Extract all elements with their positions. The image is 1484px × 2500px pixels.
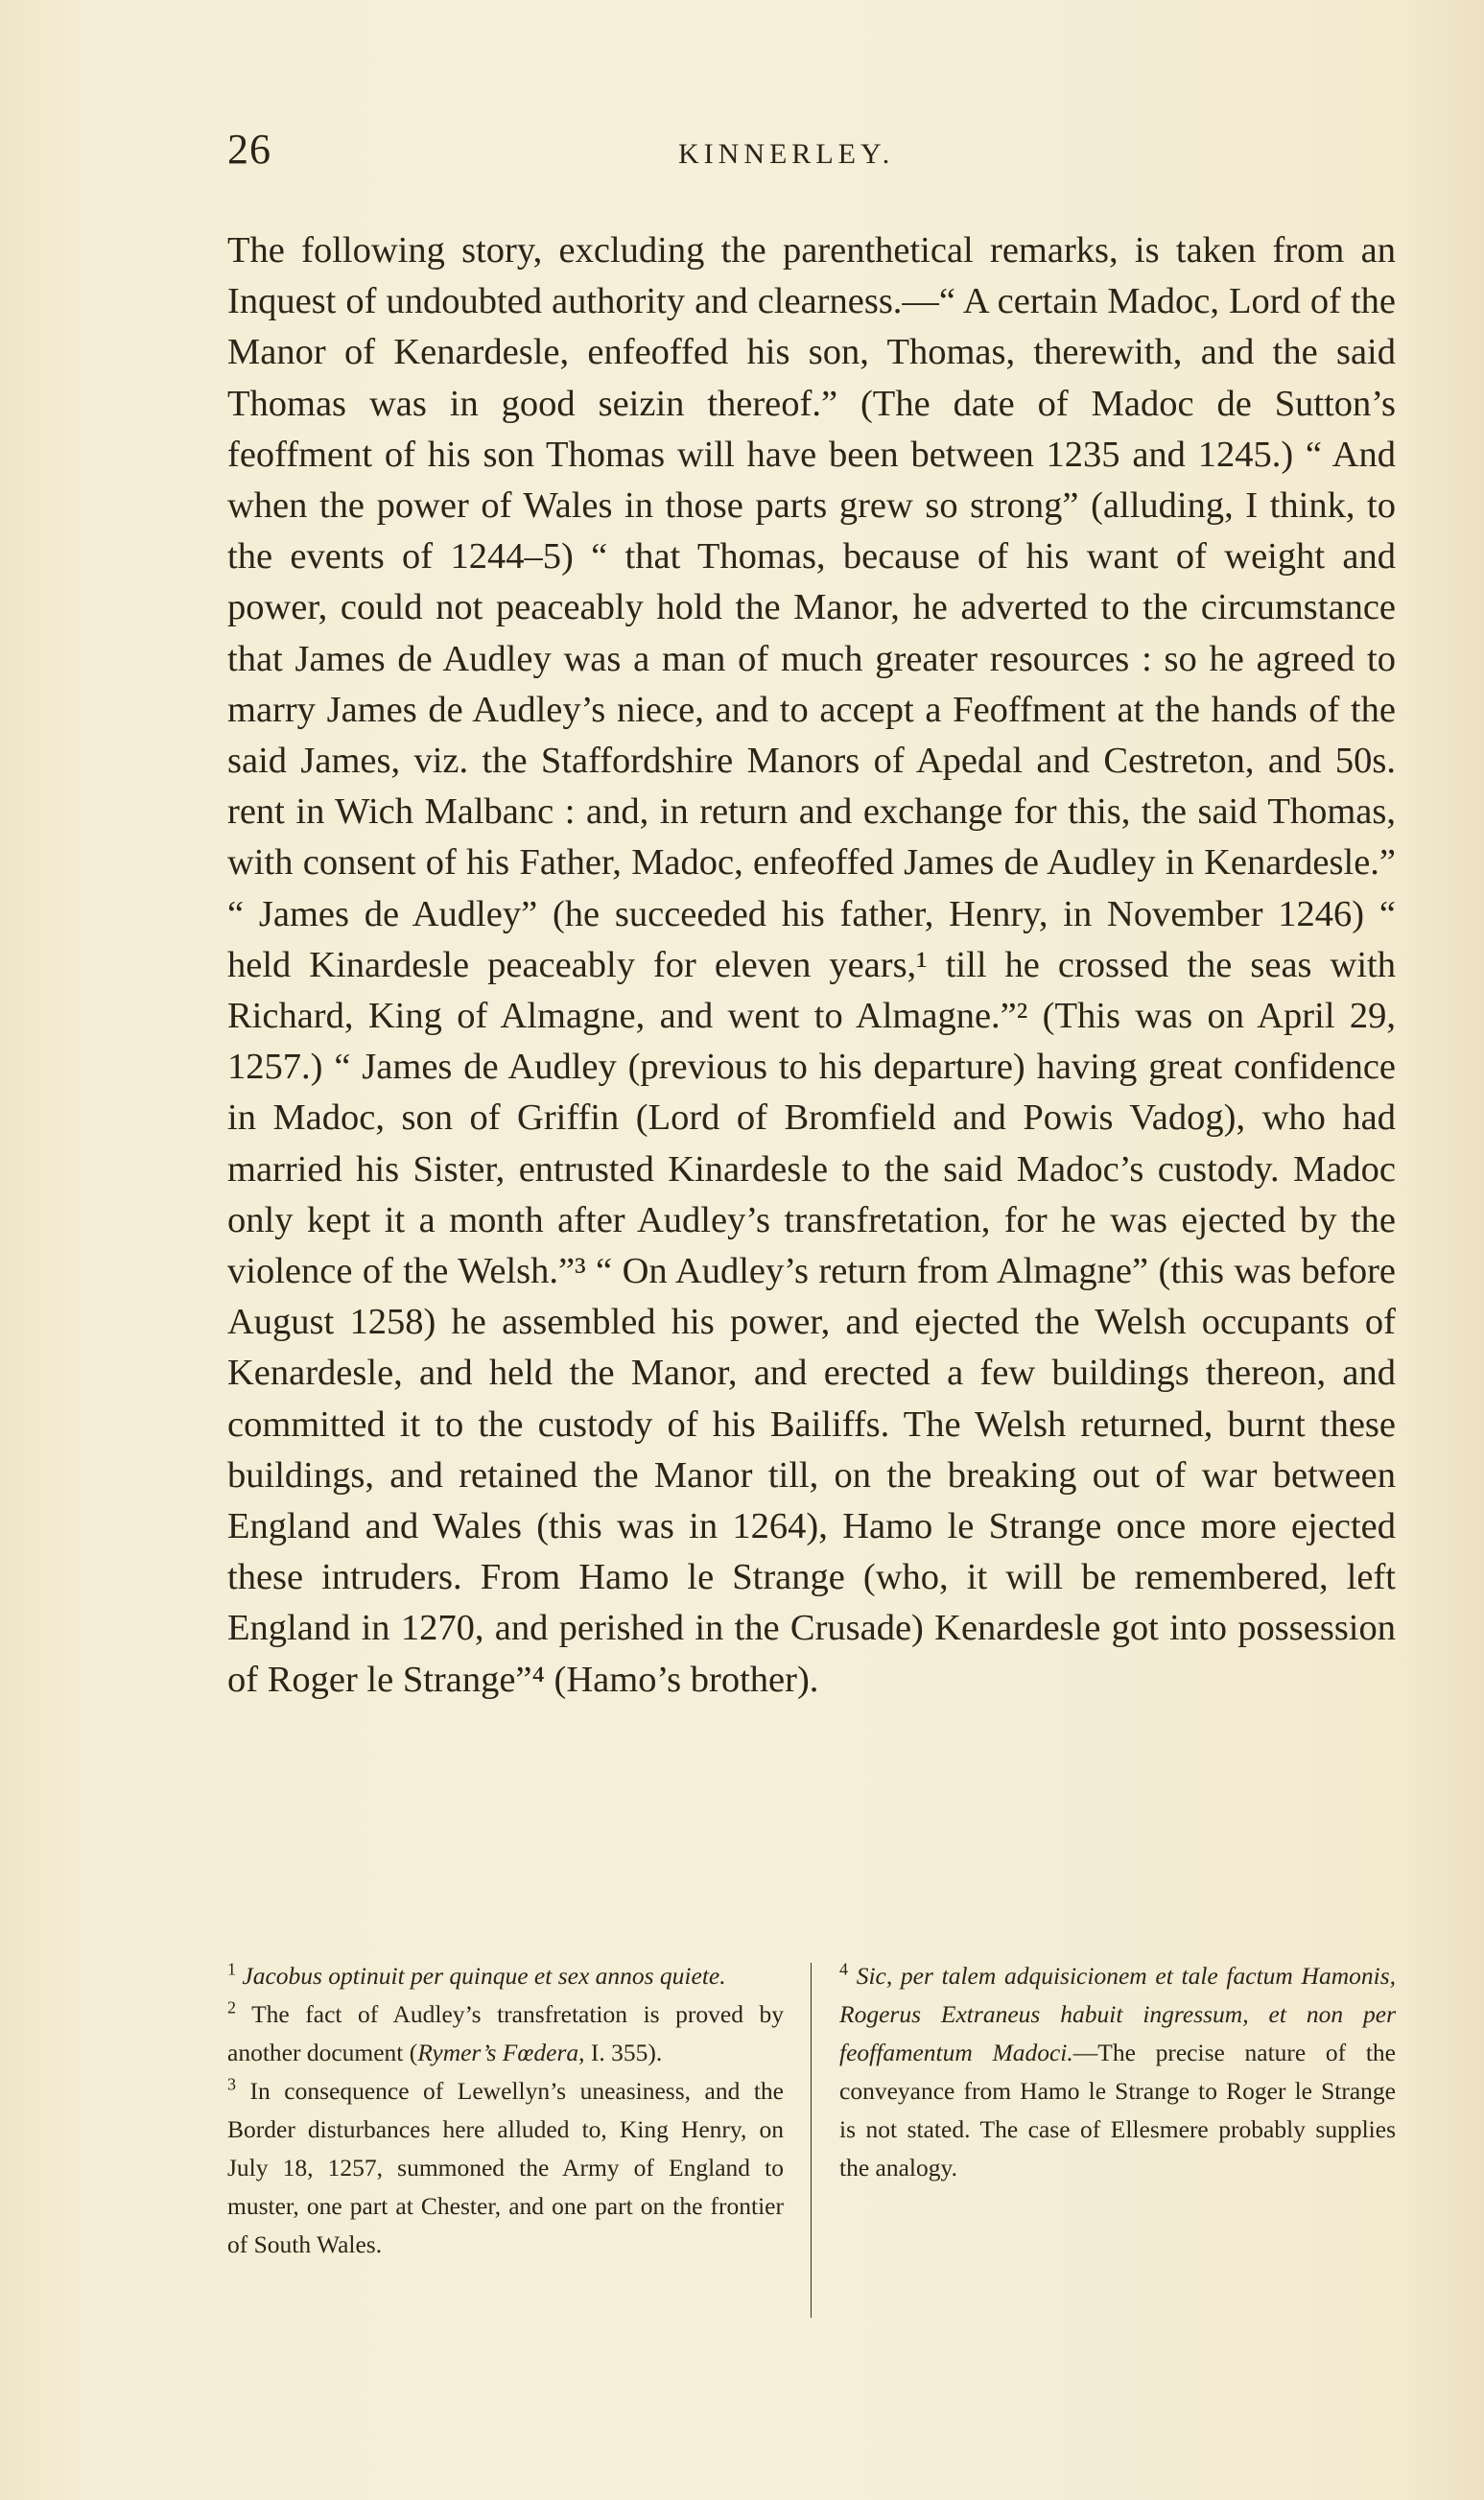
main-paragraph: The following story, excluding the parenthetical remarks, is taken from an Inquest of undoubted authority and clearness.—“ A certain Madoc, Lord of the Manor of Kenardesle, enfeoffed his son, Thomas, therewith, and the said Thomas was in good seizin thereof.” (The date of Madoc de Sutton’s feoffment of his son Thomas will have been between 1235 and 1245.) “ And when the power of Wales in those parts grew so strong” (alluding, I think, to the events of 1244–5) “ that Thomas, because of his want of weight and power, could not peaceably hold the Manor, he adverted to the circumstance that James de Audley was a man of much greater resources : so he agreed to marry James de Audley’s niece, and to accept a Feoffment at the hands of the said James, viz. the Staffordshire Manors of Apedal and Cestreton, and 50s. rent in Wich Malbanc : and, in return and exchange for this, the said Thomas, with consent of his Father, Madoc, enfeoffed James de Audley in Kenardesle.” “ James de Audley” (he succeeded his father, Henry, in November 1246) “ held Kinardesle peaceably for eleven years,¹ till he crossed the seas with Richard, King of Almagne, and went to Almagne.”² (This was on April 29, 1257.) “ James de Audley (previous to his departure) having great confidence in Madoc, son of Griffin (Lord of Bromfield and Powis Vadog), who had married his Sister, entrusted Kinardesle to the said Madoc’s custody. Madoc only kept it a month after Audley’s transfretation, for he was ejected by the violence of the Welsh.”³ “ On Audley’s return from Almagne” (this was before August 1258) he assembled his power, and ejected the Welsh occupants of Kenardesle, and held the Manor, and erected a few buildings thereon, and committed it to the custody of his Bailiffs. The Welsh returned, burnt these buildings, and retained the Manor till, on the breaking out of war between England and Wales (this was in 1264), Hamo le Strange once more ejected these intruders. From Hamo le Strange (who, it will be remembered, left England in 1270, and perished in the Crusade) Kenardesle got into possession of Roger le Strange”⁴ (Hamo’s brother). [227,230,1396,1700]
footnote-4-mark: 4 [839,1959,848,1979]
main-text [227,225,1396,1706]
footnote-3-text: In consequence of Lewellyn’s uneasiness, and the Border disturbances here alluded to, King Henry, on July 18, 1257, summoned the Army of England to muster, one part at Chester, and one part on the frontier of South Wales. [227,2077,785,2258]
footnote-column-divider [811,1963,812,2318]
footnote-1 [227,1957,784,1995]
footnote-2 [227,1995,784,2072]
footnote-column-left [227,1957,791,2341]
footnote-2-text-b: , I. 355). [578,2039,663,2066]
footnote-column-right [830,1957,1396,2341]
footnotes [227,1957,1396,2341]
footnote-1-mark: 1 [227,1959,236,1979]
running-title: KINNERLEY. [678,138,895,170]
footnote-3 [227,2072,784,2264]
footnote-1-text: Jacobus optinuit per quinque et sex annos quiete. [242,1962,726,1990]
footnote-2-mark: 2 [227,1997,236,2017]
footnote-4-text: —The precise nature of the conveyance from Hamo le Strange to Roger le Strange is not stated. The case of Ellesmere probably supplies the analogy. [839,2039,1396,2182]
footnote-4-latin: Sic, per talem adquisicionem et tale factum Hamonis, Rogerus Extraneus habuit ingressum, et non per feoffamentum Madoci. [839,1962,1396,2066]
footnote-3-mark: 3 [227,2074,236,2094]
footnote-2-reference: Rymer’s Fœdera [417,2039,579,2066]
page-header [227,125,1393,182]
page-number: 26 [227,126,271,173]
footnote-2-text-a: The fact of Audley’s transfretation is proved by another document ( [227,2000,784,2066]
footnote-4 [839,1957,1396,2187]
